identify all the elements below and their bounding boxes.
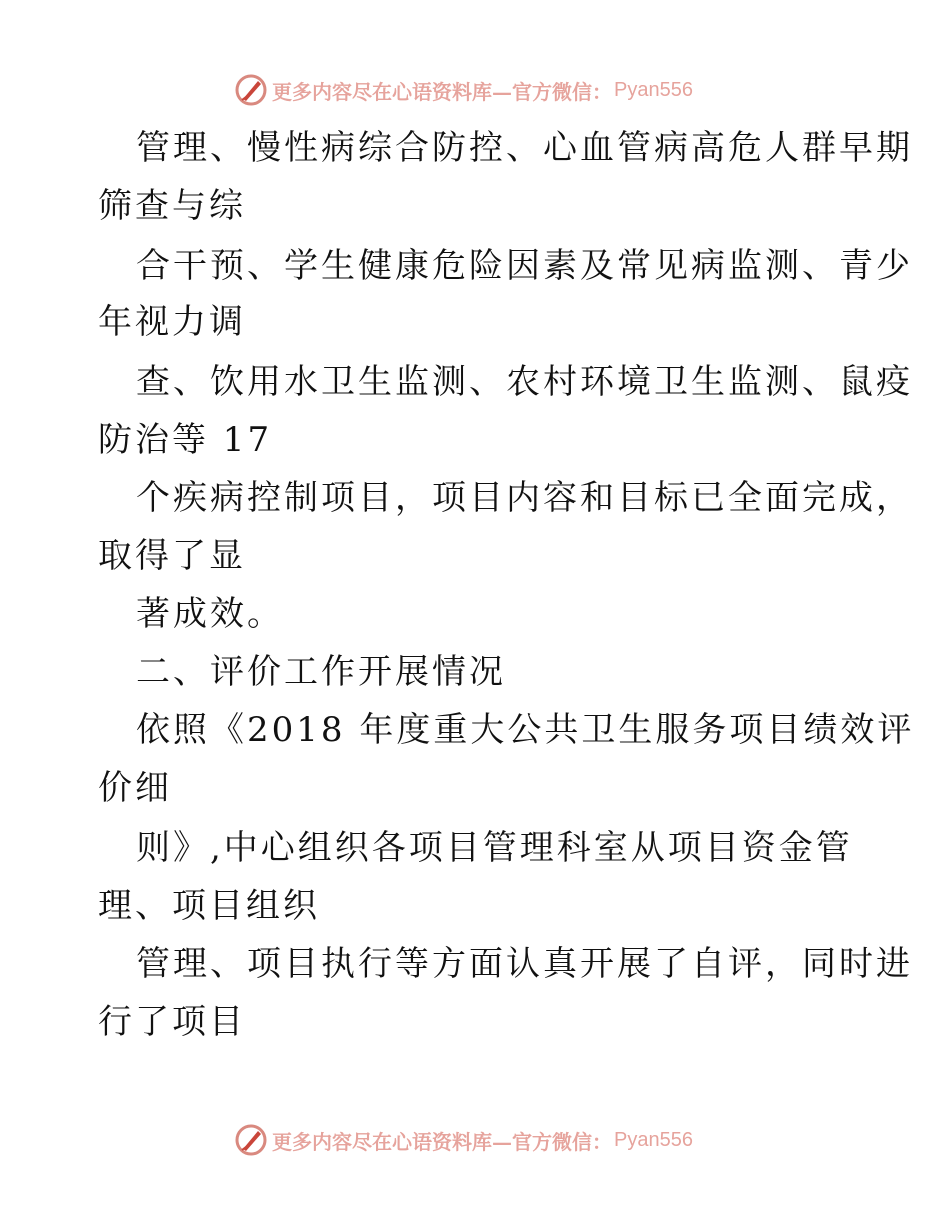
text-line: 行了项目 (98, 1002, 246, 1042)
text-line: 管理、慢性病综合防控、心血管病高危人群早期 (136, 128, 913, 168)
text-line: 取得了显 (98, 536, 246, 576)
footer-watermark (234, 1122, 693, 1158)
quill-logo-icon (234, 73, 268, 107)
text-line: 著成效。 (136, 594, 284, 634)
watermark-wechat-id: Pyan556 (614, 1128, 693, 1151)
text-line: 管理、项目执行等方面认真开展了自评，同时进 (136, 944, 913, 984)
text-line: 合干预、学生健康危险因素及常见病监测、青少 (136, 246, 913, 286)
text-line: 价细 (98, 768, 172, 808)
text-line: 则》,中心组织各项目管理科室从项目资金管 (136, 828, 853, 868)
watermark-text: 更多内容尽在心语资料库—官方微信： (272, 1129, 612, 1154)
text-line: 防治等 17 (98, 420, 273, 460)
header-watermark (234, 72, 693, 108)
text-line: 查、饮用水卫生监测、农村环境卫生监测、鼠疫 (136, 362, 913, 402)
text-line: 依照《2018 年度重大公共卫生服务项目绩效评 (136, 710, 915, 750)
watermark-wechat-id: Pyan556 (614, 78, 693, 101)
watermark-text: 更多内容尽在心语资料库—官方微信： (272, 79, 612, 104)
section-heading: 二、评价工作开展情况 (136, 652, 506, 692)
text-line: 年视力调 (98, 302, 246, 342)
text-line: 筛查与综 (98, 186, 246, 226)
text-line: 个疾病控制项目，项目内容和目标已全面完成， (136, 478, 913, 518)
text-line: 理、项目组织 (98, 886, 320, 926)
quill-logo-icon (234, 1123, 268, 1157)
